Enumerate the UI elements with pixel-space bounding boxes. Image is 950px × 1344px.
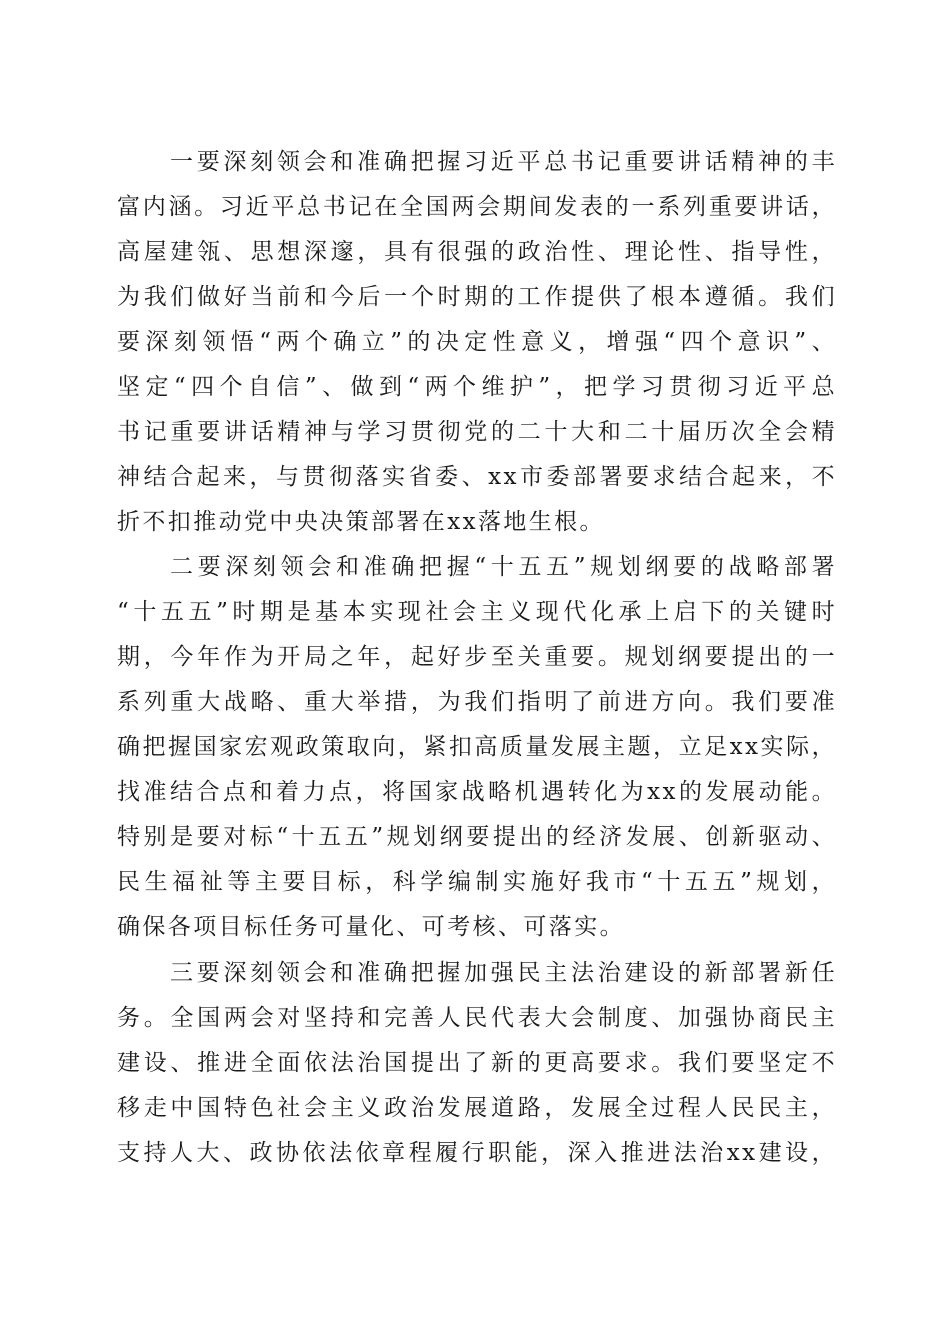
paragraph-3-line-4: 移走中国特色社会主义政治发展道路，发展全过程人民民主， xyxy=(117,1095,837,1121)
paragraph-2-line-5: 确把握国家宏观政策取向，紧扣高质量发展主题，立足xx实际， xyxy=(117,734,837,760)
paragraph-3-line-5: 支持人大、政协依法依章程履行职能，深入推进法治xx建设， xyxy=(117,1140,837,1166)
paragraph-2-line-9: 确保各项目标任务可量化、可考核、可落实。 xyxy=(117,914,625,940)
paragraph-2-line-2: “十五五”时期是基本实现社会主义现代化承上启下的关键时 xyxy=(117,599,837,625)
paragraph-2-line-8: 民生福祉等主要目标，科学编制实施好我市“十五五”规划， xyxy=(117,869,837,895)
paragraph-2-line-6: 找准结合点和着力点，将国家战略机遇转化为xx的发展动能。 xyxy=(117,779,837,805)
paragraph-1-line-5: 要深刻领悟“两个确立”的决定性意义，增强“四个意识”、 xyxy=(117,329,837,355)
paragraph-1-line-4: 为我们做好当前和今后一个时期的工作提供了根本遵循。我们 xyxy=(117,284,837,310)
paragraph-1-line-2: 富内涵。习近平总书记在全国两会期间发表的一系列重要讲话， xyxy=(117,194,837,220)
paragraph-2-line-1: 二要深刻领会和准确把握“十五五”规划纲要的战略部署 xyxy=(170,554,837,580)
paragraph-2-line-3: 期，今年作为开局之年，起好步至关重要。规划纲要提出的一 xyxy=(117,644,837,670)
paragraph-1-line-1: 一要深刻领会和准确把握习近平总书记重要讲话精神的丰 xyxy=(170,149,837,175)
paragraph-1-line-7: 书记重要讲话精神与学习贯彻党的二十大和二十届历次全会精 xyxy=(117,419,837,445)
paragraph-1-line-3: 高屋建瓴、思想深邃，具有很强的政治性、理论性、指导性， xyxy=(117,239,837,265)
paragraph-1-line-8: 神结合起来，与贯彻落实省委、xx市委部署要求结合起来，不 xyxy=(117,464,837,490)
paragraph-1-line-6: 坚定“四个自信”、做到“两个维护”，把学习贯彻习近平总 xyxy=(117,374,837,400)
paragraph-2-line-4: 系列重大战略、重大举措，为我们指明了前进方向。我们要准 xyxy=(117,689,837,715)
paragraph-3-line-1: 三要深刻领会和准确把握加强民主法治建设的新部署新任 xyxy=(170,960,837,986)
paragraph-3-line-3: 建设、推进全面依法治国提出了新的更高要求。我们要坚定不 xyxy=(117,1050,837,1076)
paragraph-3-line-2: 务。全国两会对坚持和完善人民代表大会制度、加强协商民主 xyxy=(117,1005,837,1031)
paragraph-1-line-9: 折不扣推动党中央决策部署在xx落地生根。 xyxy=(117,509,605,535)
paragraph-2-line-7: 特别是要对标“十五五”规划纲要提出的经济发展、创新驱动、 xyxy=(117,824,837,850)
